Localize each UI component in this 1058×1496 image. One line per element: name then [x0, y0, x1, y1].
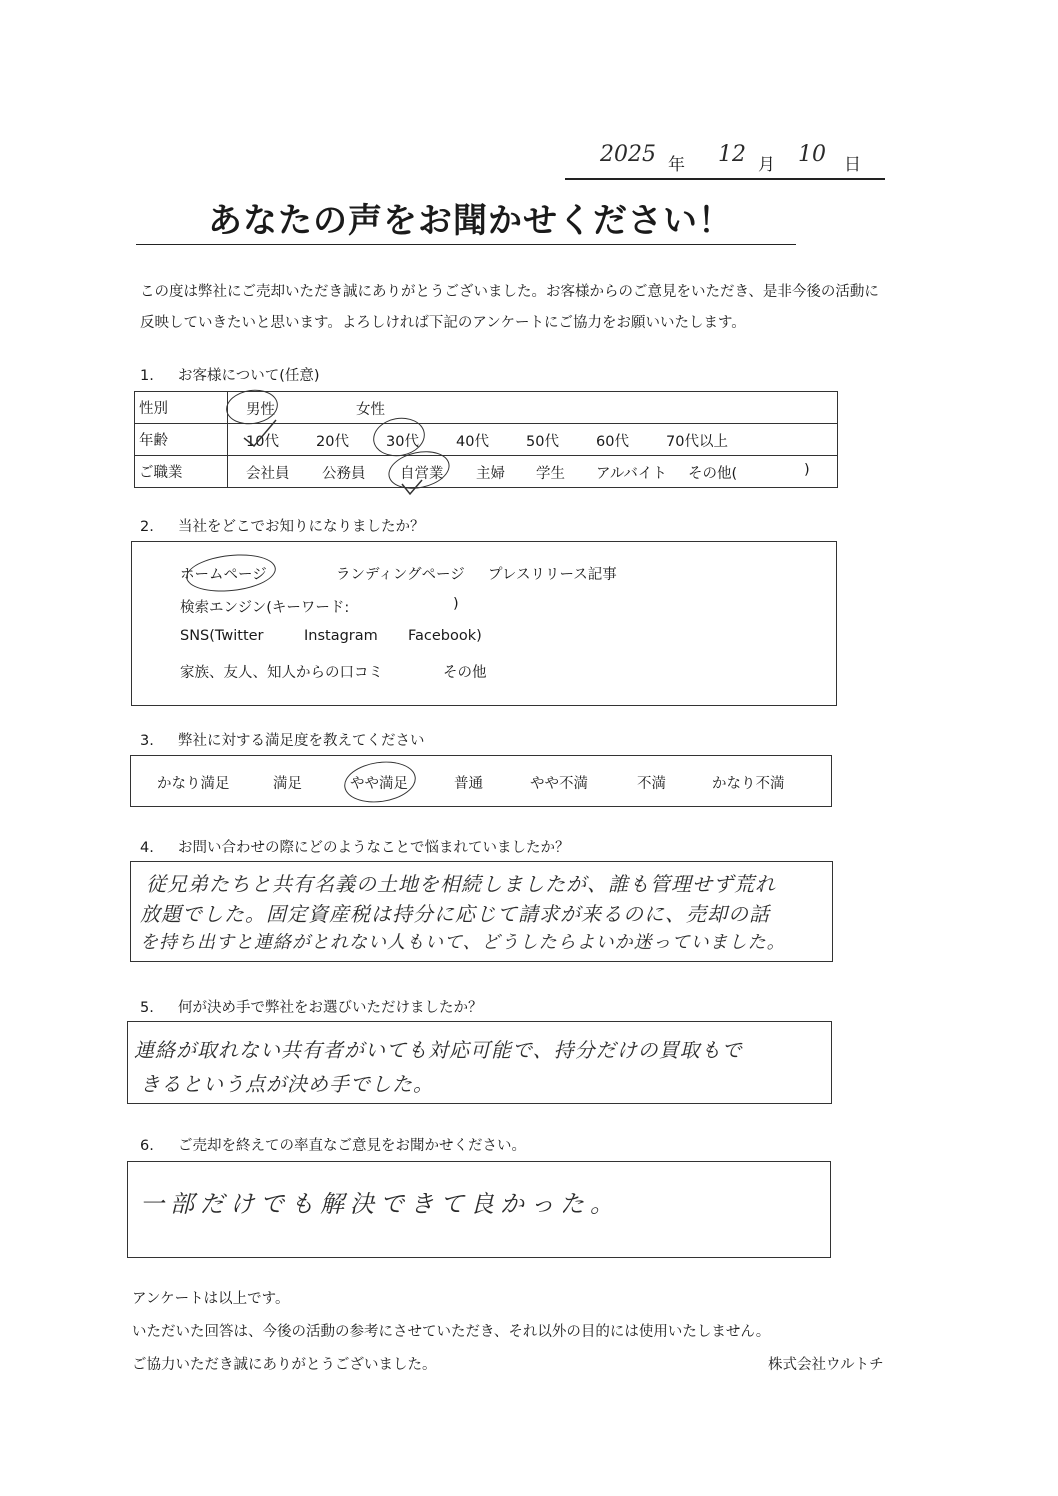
q1-row-occupation	[135, 456, 838, 488]
q1-number: 1.	[140, 368, 154, 384]
date-underline	[565, 178, 885, 180]
option-satisfied[interactable]: 満足	[273, 776, 302, 792]
option-age-60s[interactable]: 60代	[596, 434, 629, 450]
q1-options-occupation	[228, 456, 838, 488]
footer-line-2: いただいた回答は、今後の活動の参考にさせていただき、それ以外の目的には使用いたしません。	[132, 1324, 771, 1340]
option-instagram[interactable]: Instagram	[304, 628, 378, 644]
option-age-70s-plus[interactable]: 70代以上	[666, 434, 728, 450]
option-male[interactable]: 男性	[246, 402, 275, 418]
option-student[interactable]: 学生	[536, 466, 565, 482]
option-homepage[interactable]: ホームページ	[180, 567, 267, 583]
q5-heading	[140, 996, 483, 1017]
date-month-unit: 月	[758, 155, 775, 175]
date-day: 10	[798, 142, 826, 167]
option-facebook[interactable]: Facebook)	[408, 628, 482, 644]
q5-answer-line-1: 連絡が取れない共有者がいても対応可能で、持分だけの買取もで	[134, 1038, 743, 1062]
q5-label: 何が決め手で弊社をお選びいただけましたか？	[178, 1000, 483, 1016]
q6-number: 6.	[140, 1138, 154, 1154]
option-somewhat-dissatisfied[interactable]: やや不満	[530, 776, 588, 792]
date-day-unit: 日	[844, 155, 861, 175]
q3-heading	[140, 729, 425, 750]
q1-header-occupation: ご職業	[135, 456, 228, 488]
option-homemaker[interactable]: 主婦	[476, 466, 505, 482]
option-age-30s[interactable]: 30代	[386, 434, 419, 450]
option-female[interactable]: 女性	[356, 402, 385, 418]
q4-answer-line-1: 従兄弟たちと共有名義の土地を相続しましたが、誰も管理せず荒れ	[146, 872, 776, 896]
footer-line-3: ご協力いただき誠にありがとうございました。	[132, 1357, 437, 1373]
option-company-employee[interactable]: 会社員	[246, 466, 290, 482]
option-sns-twitter[interactable]: SNS(Twitter	[180, 628, 264, 644]
q1-header-age: 年齢	[135, 424, 228, 456]
q5-number: 5.	[140, 1000, 154, 1016]
option-age-40s[interactable]: 40代	[456, 434, 489, 450]
option-dissatisfied[interactable]: 不満	[637, 776, 666, 792]
date-year: 2025	[600, 142, 656, 167]
intro-line-2: 反映していきたいと思います。よろしければ下記のアンケートにご協力をお願いいたします。	[140, 315, 746, 331]
option-very-satisfied[interactable]: かなり満足	[157, 776, 230, 792]
q3-number: 3.	[140, 733, 154, 749]
option-age-50s[interactable]: 50代	[526, 434, 559, 450]
option-search-engine-close: )	[453, 596, 459, 612]
option-civil-servant[interactable]: 公務員	[322, 466, 366, 482]
option-neutral[interactable]: 普通	[454, 776, 483, 792]
option-search-engine[interactable]: 検索エンジン(キーワード:	[180, 600, 350, 616]
intro-line-1: この度は弊社にご売却いただき誠にありがとうございました。お客様からのご意見をいただき、是非今後の活動に	[140, 284, 879, 300]
date-month: 12	[718, 142, 746, 167]
q3-label: 弊社に対する満足度を教えてください	[178, 733, 425, 749]
q6-label: ご売却を終えての率直なご意見をお聞かせください。	[178, 1138, 526, 1154]
option-age-10s[interactable]: 10代	[246, 434, 279, 450]
option-landing-page[interactable]: ランディングページ	[336, 567, 465, 583]
q4-number: 4.	[140, 840, 154, 856]
option-press-release[interactable]: プレスリリース記事	[488, 567, 617, 583]
option-other[interactable]: その他	[443, 665, 487, 681]
footer-line-1: アンケートは以上です。	[132, 1291, 290, 1307]
q1-check-tail	[400, 478, 424, 498]
q2-heading	[140, 515, 425, 536]
page-title: あなたの声をお聞かせください！	[208, 201, 733, 241]
option-self-employed[interactable]: 自営業	[400, 466, 444, 482]
date-year-unit: 年	[668, 155, 685, 175]
company-name: 株式会社ウルトチ	[768, 1357, 884, 1373]
option-very-dissatisfied[interactable]: かなり不満	[712, 776, 785, 792]
q2-number: 2.	[140, 519, 154, 535]
q4-heading	[140, 836, 570, 857]
q1-header-gender: 性別	[135, 392, 228, 424]
q6-answer-line-1: 一部だけでも解決できて良かった。	[140, 1190, 620, 1218]
q4-answer-line-2: 放題でした。固定資産税は持分に応じて請求が来るのに、売却の話	[140, 902, 770, 926]
q1-options-gender	[228, 392, 838, 424]
q2-label: 当社をどこでお知りになりましたか？	[178, 519, 425, 535]
q5-answer-line-2: きるという点が決め手でした。	[140, 1072, 434, 1096]
q1-options-age	[228, 424, 838, 456]
q1-label: お客様について(任意)	[178, 368, 320, 384]
option-age-20s[interactable]: 20代	[316, 434, 349, 450]
title-underline	[136, 244, 796, 245]
q4-label: お問い合わせの際にどのようなことで悩まれていましたか？	[178, 840, 570, 856]
q1-heading	[140, 364, 320, 385]
option-other-open[interactable]: その他(	[688, 466, 738, 482]
option-word-of-mouth[interactable]: 家族、友人、知人からの口コミ	[180, 665, 383, 681]
q4-answer-line-3: を持ち出すと連絡がとれない人もいて、どうしたらよいか迷っていました。	[140, 932, 786, 953]
q6-heading	[140, 1134, 526, 1155]
option-part-time[interactable]: アルバイト	[596, 466, 667, 482]
q1-check-mark	[240, 418, 280, 448]
option-other-close: )	[804, 462, 810, 478]
option-somewhat-satisfied[interactable]: やや満足	[350, 776, 408, 792]
